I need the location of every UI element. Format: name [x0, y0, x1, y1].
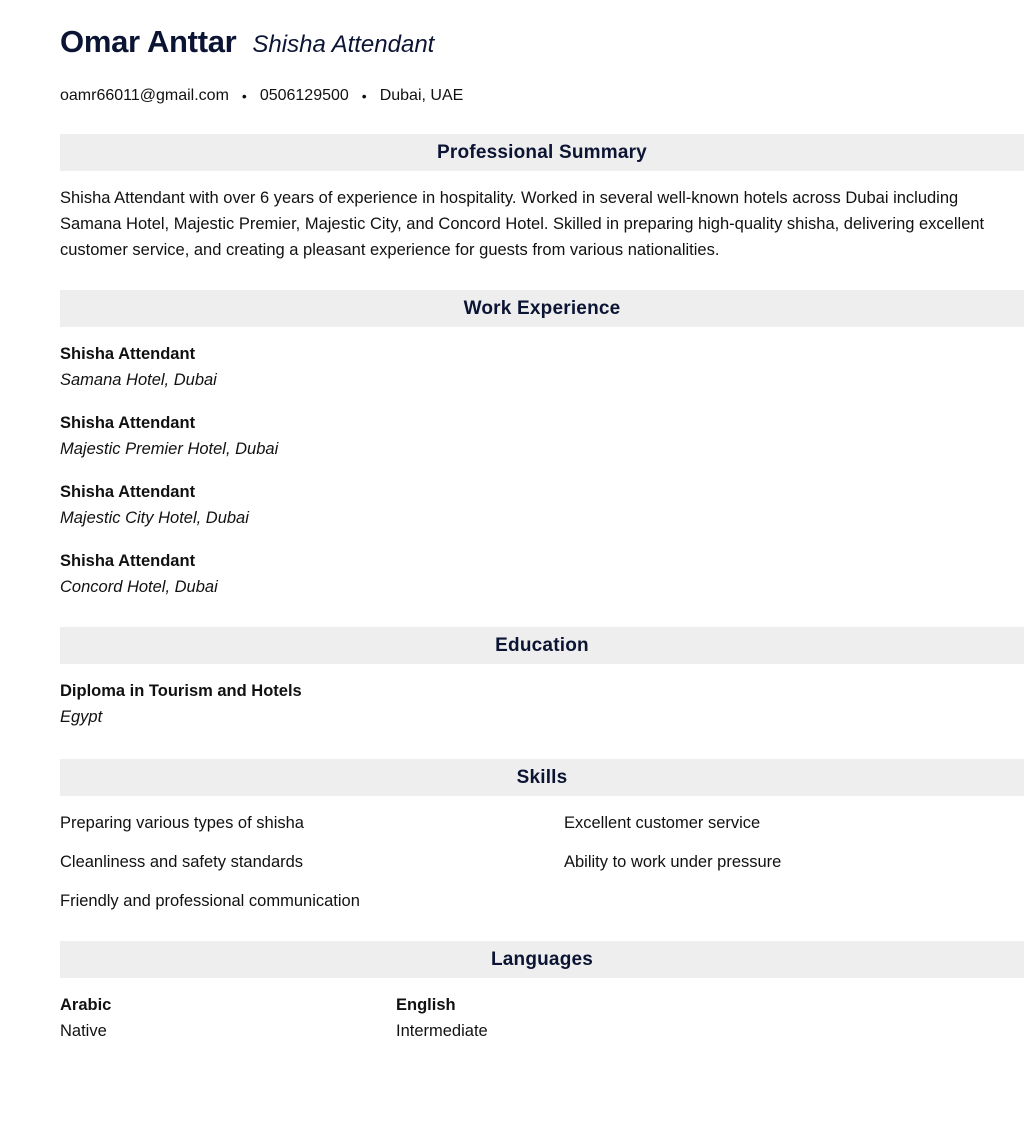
experience-list	[60, 341, 1024, 600]
contact-phone: 0506129500	[259, 87, 349, 104]
section-heading-languages: Languages	[60, 941, 1024, 978]
contact-line	[60, 84, 1024, 108]
job-role: Shisha Attendant	[60, 345, 196, 363]
language-item	[60, 992, 396, 1044]
summary-paragraph: Shisha Attendant with over 6 years of experience in hospitality. Worked in several well-known hotels across Dubai including Samana Hotel, Majestic Premier, Majestic City, and Concord Hotel. Skilled in preparing high-quality shisha, delivering excellent customer service, and creating a pleasant experience for guests from various nationalities.	[60, 189, 985, 259]
section-heading-skills: Skills	[60, 759, 1024, 796]
section-heading-education: Education	[60, 627, 1024, 664]
candidate-name: Omar Anttar	[60, 24, 237, 59]
contact-email: oamr66011@gmail.com	[60, 87, 229, 104]
contact-separator: •	[361, 88, 367, 104]
skill-item: Cleanliness and safety standards	[60, 853, 304, 871]
experience-item	[60, 548, 1024, 600]
job-place: Majestic City Hotel, Dubai	[60, 509, 249, 527]
education-place: Egypt	[60, 708, 103, 726]
resume-header	[60, 24, 1024, 68]
section-heading-summary: Professional Summary	[60, 134, 1024, 171]
experience-item	[60, 410, 1024, 462]
resume-page	[60, 24, 1024, 1044]
language-level: Native	[60, 1022, 107, 1040]
contact-location: Dubai, UAE	[379, 87, 464, 104]
contact-separator: •	[241, 88, 247, 104]
job-place: Majestic Premier Hotel, Dubai	[60, 440, 279, 458]
language-level: Intermediate	[396, 1022, 488, 1040]
education-item	[60, 678, 1024, 730]
skill-item: Ability to work under pressure	[564, 853, 782, 871]
skill-item: Friendly and professional communication	[60, 892, 360, 910]
skills-list	[60, 810, 1024, 914]
job-role: Shisha Attendant	[60, 414, 196, 432]
section-heading-experience: Work Experience	[60, 290, 1024, 327]
skill-item: Preparing various types of shisha	[60, 814, 304, 832]
languages-list	[60, 992, 1024, 1044]
experience-item	[60, 341, 1024, 393]
language-item	[396, 992, 732, 1044]
language-name: Arabic	[60, 996, 112, 1014]
candidate-title: Shisha Attendant	[252, 31, 435, 58]
education-degree: Diploma in Tourism and Hotels	[60, 682, 302, 700]
job-place: Samana Hotel, Dubai	[60, 371, 217, 389]
language-name: English	[396, 996, 456, 1014]
skill-item: Excellent customer service	[564, 814, 761, 832]
experience-item	[60, 479, 1024, 531]
job-place: Concord Hotel, Dubai	[60, 578, 218, 596]
job-role: Shisha Attendant	[60, 483, 196, 501]
job-role: Shisha Attendant	[60, 552, 196, 570]
